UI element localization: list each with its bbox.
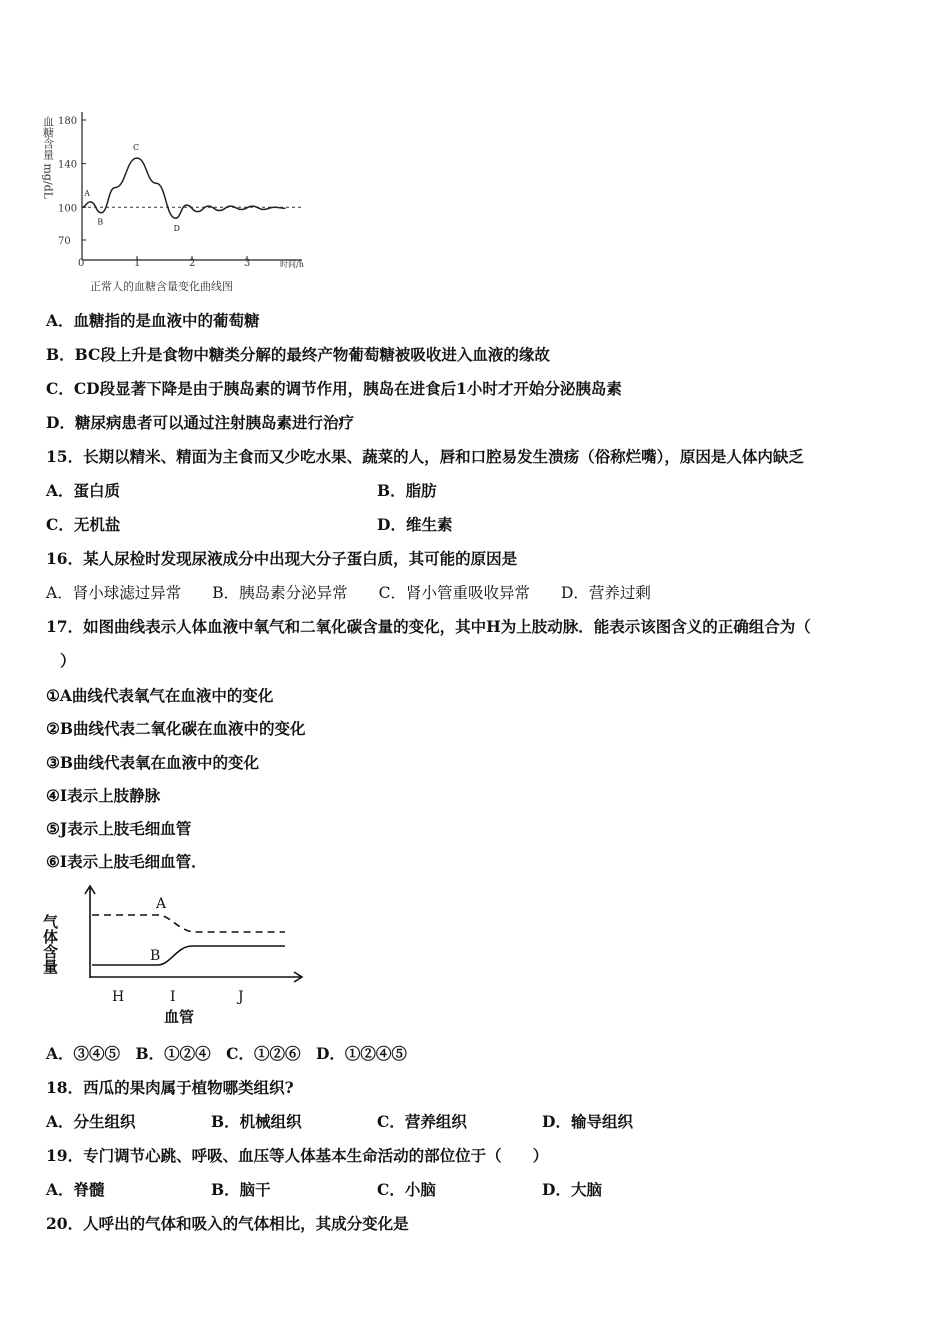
chart1-ylabel-text: 血糖含量 mg/dL: [41, 116, 55, 200]
chart2-cat-j: J: [238, 989, 244, 1005]
q17-item-2: ②B曲线代表二氧化碳在血液中的变化: [46, 719, 306, 738]
q18-option-b: B．机械组织: [211, 1112, 302, 1131]
q14-option-b: B．BC段上升是食物中糖类分解的最终产物葡萄糖被吸收进入血液的缘故: [46, 345, 550, 364]
q16-stem: 16．某人尿检时发现尿液成分中出现大分子蛋白质，其可能的原因是: [46, 549, 518, 568]
q17-item-6: ⑥I表示上肢毛细血管．: [46, 852, 207, 871]
chart1-xtick-label: 1: [134, 258, 141, 269]
q14-option-a: A．血糖指的是血液中的葡萄糖: [46, 311, 260, 330]
chart1-xlabel: 时间/h: [280, 260, 304, 269]
q19-option-d: D．大脑: [542, 1180, 602, 1199]
q15-option-b: B．脂肪: [377, 481, 437, 500]
chart1-ytick-label: 140: [58, 159, 78, 171]
q19-option-a: A．脊髓: [46, 1180, 105, 1199]
chart1-point-label-c: C: [133, 143, 140, 153]
chart1-point-label-b: B: [97, 217, 104, 227]
q19-option-b: B．脑干: [211, 1180, 271, 1199]
q15-stem: 15．长期以精米、精面为主食而又少吃水果、蔬菜的人，唇和口腔易发生溃疡（俗称烂嘴），原因是人体内缺乏: [46, 447, 804, 466]
chart1-axes: [82, 112, 302, 260]
chart1-point-label-a: A: [84, 188, 91, 198]
q15-option-d: D．维生素: [377, 515, 453, 534]
q19-stem: 19．专门调节心跳、呼吸、血压等人体基本生命活动的部位位于（ ）: [46, 1146, 549, 1165]
chart1-xtick-label: 3: [244, 258, 251, 269]
chart2-label-b: B: [150, 948, 161, 964]
chart1-ytick-label: 70: [58, 236, 71, 247]
q20-stem: 20．人呼出的气体和吸入的气体相比，其成分变化是: [46, 1214, 409, 1233]
gas-content-chart: [40, 880, 320, 1030]
q17-stem-cont: ）: [60, 651, 76, 670]
chart2-cat-h: H: [112, 989, 125, 1005]
chart1-xtick-label: 2: [189, 258, 196, 269]
q17-item-3: ③B曲线代表氧在血液中的变化: [46, 753, 259, 772]
q18-option-c: C．营养组织: [377, 1112, 467, 1131]
q17-options: A．③④⑤ B．①②④ C．①②⑥ D．①②④⑤: [46, 1044, 407, 1063]
q14-option-d: D．糖尿病患者可以通过注射胰岛素进行治疗: [46, 413, 354, 432]
chart1-ytick-label: 0: [78, 258, 85, 269]
chart1-ylabel: [42, 116, 55, 200]
q15-option-a: A．蛋白质: [46, 481, 121, 500]
q17-item-5: ⑤J表示上肢毛细血管: [46, 819, 192, 838]
q19-option-c: C．小脑: [377, 1180, 436, 1199]
q17-item-1: ①A曲线代表氧气在血液中的变化: [46, 686, 274, 705]
q18-option-d: D．输导组织: [542, 1112, 633, 1131]
chart1-ytick-label: 100: [58, 203, 78, 215]
chart2-label-a: A: [156, 896, 167, 912]
q17-item-4: ④I表示上肢静脉: [46, 786, 161, 805]
q18-stem: 18．西瓜的果肉属于植物哪类组织?: [46, 1078, 294, 1097]
chart1-title: 正常人的血糖含量变化曲线图: [90, 280, 233, 293]
chart2-series-b: [92, 946, 285, 965]
q14-option-c: C．CD段显著下降是由于胰岛素的调节作用，胰岛在进食后1小时才开始分泌胰岛素: [46, 379, 622, 398]
q18-option-a: A．分生组织: [46, 1112, 136, 1131]
q16-options: A．肾小球滤过异常 B．胰岛素分泌异常 C．肾小管重吸收异常 D．营养过剩: [46, 584, 651, 602]
chart2-cat-i: I: [170, 989, 176, 1005]
chart1-curve: [82, 158, 286, 218]
chart2-ylabel: 气体含量: [41, 914, 59, 974]
chart1-ytick-label: 180: [58, 116, 78, 127]
chart1-plot: [82, 143, 302, 233]
chart2-series-a: [92, 915, 285, 932]
q17-stem: 17．如图曲线表示人体血液中氧气和二氧化碳含量的变化，其中H为上肢动脉．能表示该图含义的正确组合为（: [46, 617, 811, 636]
blood-glucose-chart: [40, 100, 320, 300]
q15-option-c: C．无机盐: [46, 515, 121, 534]
chart1-point-label-d: D: [173, 224, 180, 234]
chart2-xlabel: 血管: [164, 1008, 195, 1026]
